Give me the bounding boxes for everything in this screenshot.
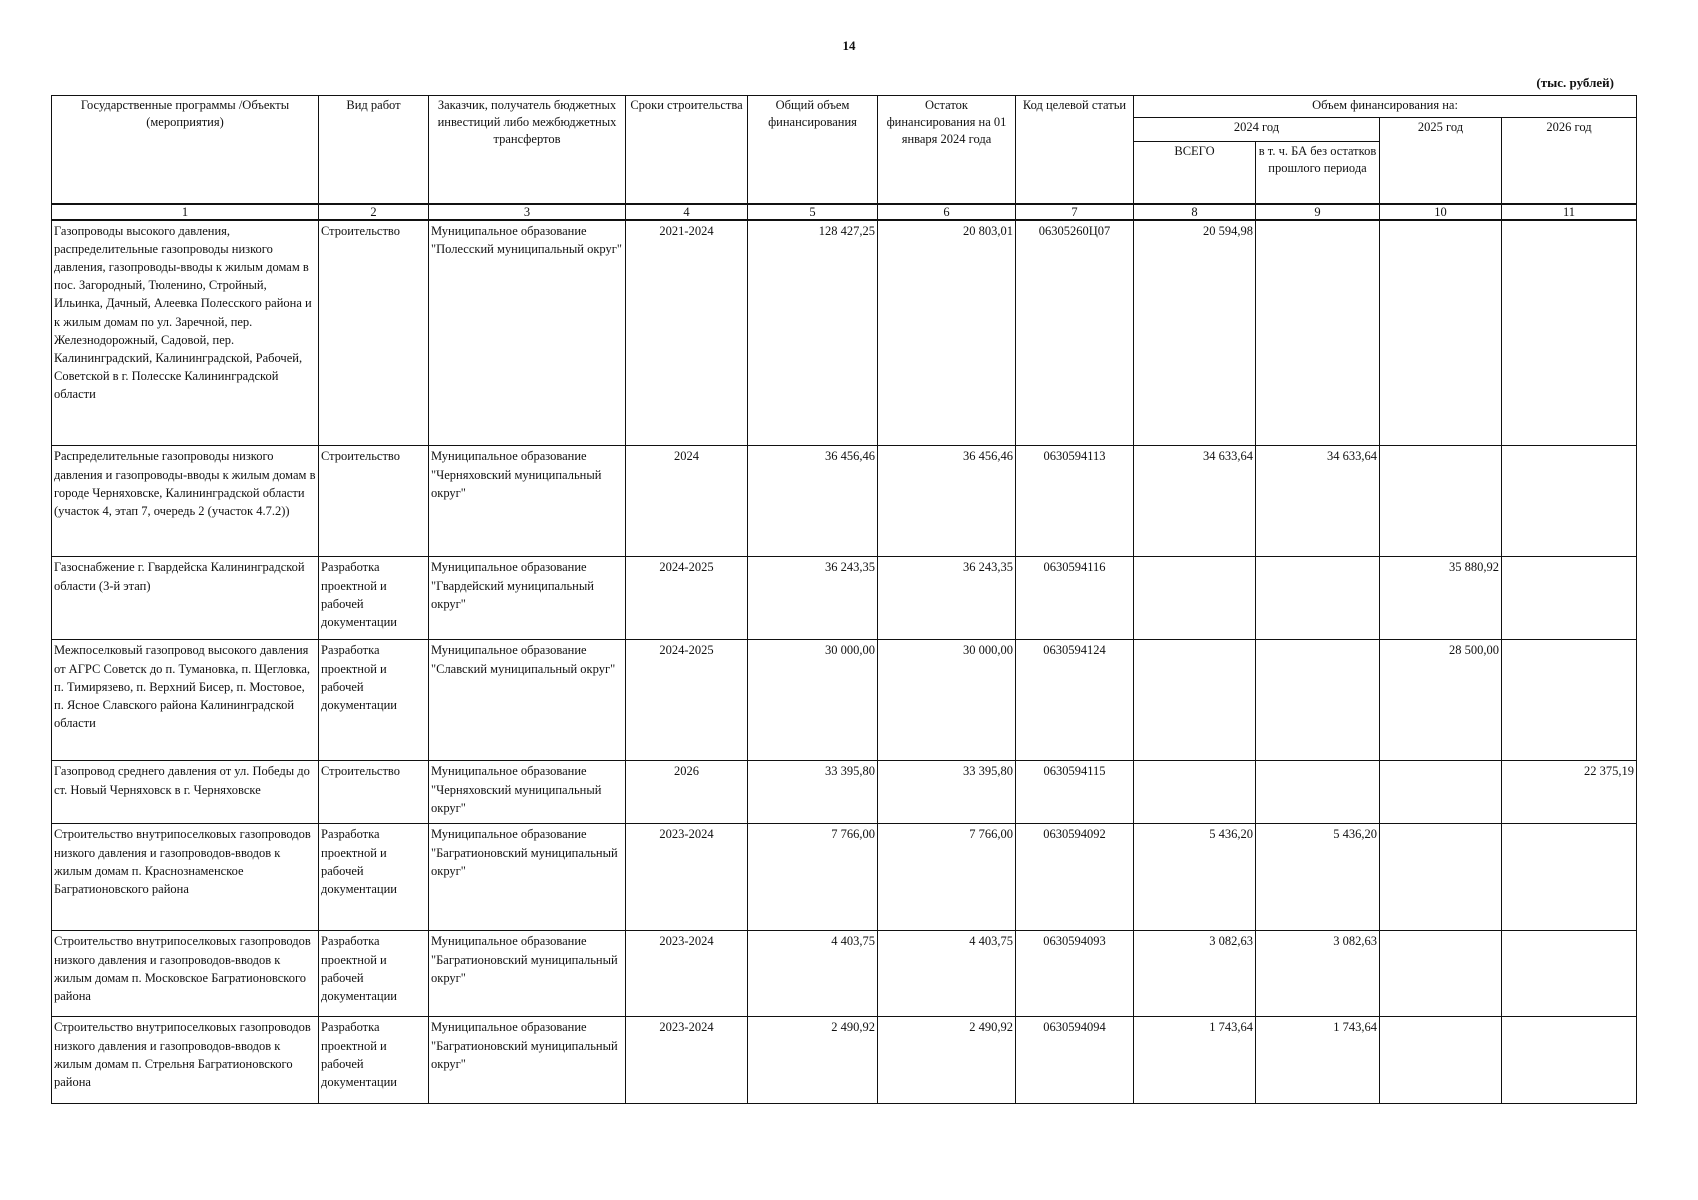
target-code: 0630594093 [1016,931,1134,1017]
object-name: Газоснабжение г. Гвардейска Калининградской области (3-й этап) [52,557,319,640]
financing-2025: 28 500,00 [1380,640,1502,761]
target-code: 0630594116 [1016,557,1134,640]
header-finance: Объем финансирования на: [1134,96,1637,118]
col-number: 7 [1016,204,1134,220]
financing-2025: 35 880,92 [1380,557,1502,640]
customer: Муниципальное образование "Багратионовский муниципальный округ" [429,1017,626,1104]
financing-2026 [1502,931,1637,1017]
financing-2025 [1380,824,1502,931]
financing-2026 [1502,557,1637,640]
header-year-2024: 2024 год [1134,118,1380,142]
customer: Муниципальное образование "Черняховский муниципальный округ" [429,761,626,824]
financing-2026 [1502,640,1637,761]
work-type: Строительство [319,220,429,446]
target-code: 0630594113 [1016,446,1134,557]
object-name: Межпоселковый газопровод высокого давления от АГРС Советск до п. Тумановка, п. Щегловка, п. Тимирязево, п. Верхний Бисер, п. Мостовое, п. Ясное Славского района Калининградской области [52,640,319,761]
financing-2024-total: 1 743,64 [1134,1017,1256,1104]
object-name: Газопроводы высокого давления, распределительные газопроводы низкого давления, газопроводы-вводы к жилым домам в пос. Загородный, Тюленино, Стройный, Ильинка, Дачный, Алеевка Полесского района и к жилым домам по ул. Заречной, пер. Железнодорожный, Садовой, пер. Калининградский, Калининградской, Рабочей, Советской в г. Полесске Калининградской области [52,220,319,446]
financing-2024-total: 3 082,63 [1134,931,1256,1017]
remaining-financing: 36 456,46 [878,446,1016,557]
col-number: 8 [1134,204,1256,220]
target-code: 06305260Ц07 [1016,220,1134,446]
col-number: 2 [319,204,429,220]
construction-terms: 2024 [626,446,748,557]
financing-2024-total [1134,761,1256,824]
remaining-financing: 7 766,00 [878,824,1016,931]
work-type: Строительство [319,446,429,557]
col-number: 3 [429,204,626,220]
col-number: 5 [748,204,878,220]
remaining-financing: 4 403,75 [878,931,1016,1017]
table-row [52,1017,1637,1104]
financing-2025 [1380,1017,1502,1104]
col-number: 4 [626,204,748,220]
financing-2025 [1380,220,1502,446]
total-financing: 30 000,00 [748,640,878,761]
financing-2025 [1380,931,1502,1017]
remaining-financing: 2 490,92 [878,1017,1016,1104]
remaining-financing: 36 243,35 [878,557,1016,640]
table-row [52,220,1637,446]
total-financing: 36 456,46 [748,446,878,557]
construction-terms: 2024-2025 [626,640,748,761]
financing-2026 [1502,446,1637,557]
construction-terms: 2023-2024 [626,1017,748,1104]
table-row [52,931,1637,1017]
financing-table [51,95,1637,1104]
work-type: Разработка проектной и рабочей документации [319,1017,429,1104]
customer: Муниципальное образование "Славский муниципальный округ" [429,640,626,761]
work-type: Разработка проектной и рабочей документации [319,824,429,931]
financing-2024-ba: 5 436,20 [1256,824,1380,931]
construction-terms: 2024-2025 [626,557,748,640]
header-customer: Заказчик, получатель бюджетных инвестиций либо межбюджетных трансфертов [429,96,626,204]
customer: Муниципальное образование "Гвардейский муниципальный округ" [429,557,626,640]
financing-2024-ba [1256,640,1380,761]
remaining-financing: 30 000,00 [878,640,1016,761]
col-number: 11 [1502,204,1637,220]
header-2024-ba: в т. ч. БА без остатков прошлого периода [1256,142,1380,204]
financing-2024-total: 5 436,20 [1134,824,1256,931]
work-type: Разработка проектной и рабочей документации [319,557,429,640]
units-label: (тыс. рублей) [1536,75,1614,90]
object-name: Строительство внутрипоселковых газопроводов низкого давления и газопроводов-вводов к жилым домам п. Московское Багратионовского района [52,931,319,1017]
header-remain: Остаток финансирования на 01 января 2024 года [878,96,1016,204]
construction-terms: 2026 [626,761,748,824]
remaining-financing: 20 803,01 [878,220,1016,446]
financing-2026 [1502,824,1637,931]
object-name: Газопровод среднего давления от ул. Победы до ст. Новый Черняховск в г. Черняховске [52,761,319,824]
customer: Муниципальное образование "Багратионовский муниципальный округ" [429,824,626,931]
customer: Муниципальное образование "Черняховский муниципальный округ" [429,446,626,557]
total-financing: 2 490,92 [748,1017,878,1104]
header-2024-total: ВСЕГО [1134,142,1256,204]
financing-2024-total: 34 633,64 [1134,446,1256,557]
financing-2024-ba [1256,761,1380,824]
construction-terms: 2023-2024 [626,824,748,931]
financing-2024-ba [1256,220,1380,446]
object-name: Распределительные газопроводы низкого давления и газопроводы-вводы к жилым домам в городе Черняховске, Калининградской области (участок 4, этап 7, очередь 2 (участок 4.7.2)) [52,446,319,557]
page-number: 14 [842,38,856,53]
financing-2024-ba: 1 743,64 [1256,1017,1380,1104]
header-work-type: Вид работ [319,96,429,204]
work-type: Разработка проектной и рабочей документации [319,931,429,1017]
work-type: Разработка проектной и рабочей документации [319,640,429,761]
target-code: 0630594092 [1016,824,1134,931]
object-name: Строительство внутрипоселковых газопроводов низкого давления и газопроводов-вводов к жилым домам п. Краснознаменское Багратионовского района [52,824,319,931]
table-row [52,640,1637,761]
object-name: Строительство внутрипоселковых газопроводов низкого давления и газопроводов-вводов к жилым домам п. Стрельня Багратионовского района [52,1017,319,1104]
total-financing: 4 403,75 [748,931,878,1017]
total-financing: 7 766,00 [748,824,878,931]
header-year-2026: 2026 год [1502,118,1637,204]
financing-2026: 22 375,19 [1502,761,1637,824]
table-row [52,824,1637,931]
customer: Муниципальное образование "Багратионовский муниципальный округ" [429,931,626,1017]
total-financing: 33 395,80 [748,761,878,824]
col-number: 9 [1256,204,1380,220]
financing-2025 [1380,446,1502,557]
col-number: 10 [1380,204,1502,220]
total-financing: 128 427,25 [748,220,878,446]
col-number: 6 [878,204,1016,220]
financing-2026 [1502,220,1637,446]
work-type: Строительство [319,761,429,824]
remaining-financing: 33 395,80 [878,761,1016,824]
financing-2024-ba [1256,557,1380,640]
financing-2024-total [1134,640,1256,761]
header-total: Общий объем финансирования [748,96,878,204]
header-terms: Сроки строительства [626,96,748,204]
financing-2026 [1502,1017,1637,1104]
construction-terms: 2021-2024 [626,220,748,446]
target-code: 0630594094 [1016,1017,1134,1104]
financing-2024-total: 20 594,98 [1134,220,1256,446]
table-row [52,557,1637,640]
customer: Муниципальное образование "Полесский муниципальный округ" [429,220,626,446]
col-number: 1 [52,204,319,220]
construction-terms: 2023-2024 [626,931,748,1017]
target-code: 0630594124 [1016,640,1134,761]
table-row [52,446,1637,557]
financing-2024-ba: 3 082,63 [1256,931,1380,1017]
financing-2024-total [1134,557,1256,640]
header-code: Код целевой статьи [1016,96,1134,204]
header-program: Государственные программы /Объекты (мероприятия) [52,96,319,204]
financing-2024-ba: 34 633,64 [1256,446,1380,557]
financing-2025 [1380,761,1502,824]
target-code: 0630594115 [1016,761,1134,824]
total-financing: 36 243,35 [748,557,878,640]
header-year-2025: 2025 год [1380,118,1502,204]
table-row [52,761,1637,824]
